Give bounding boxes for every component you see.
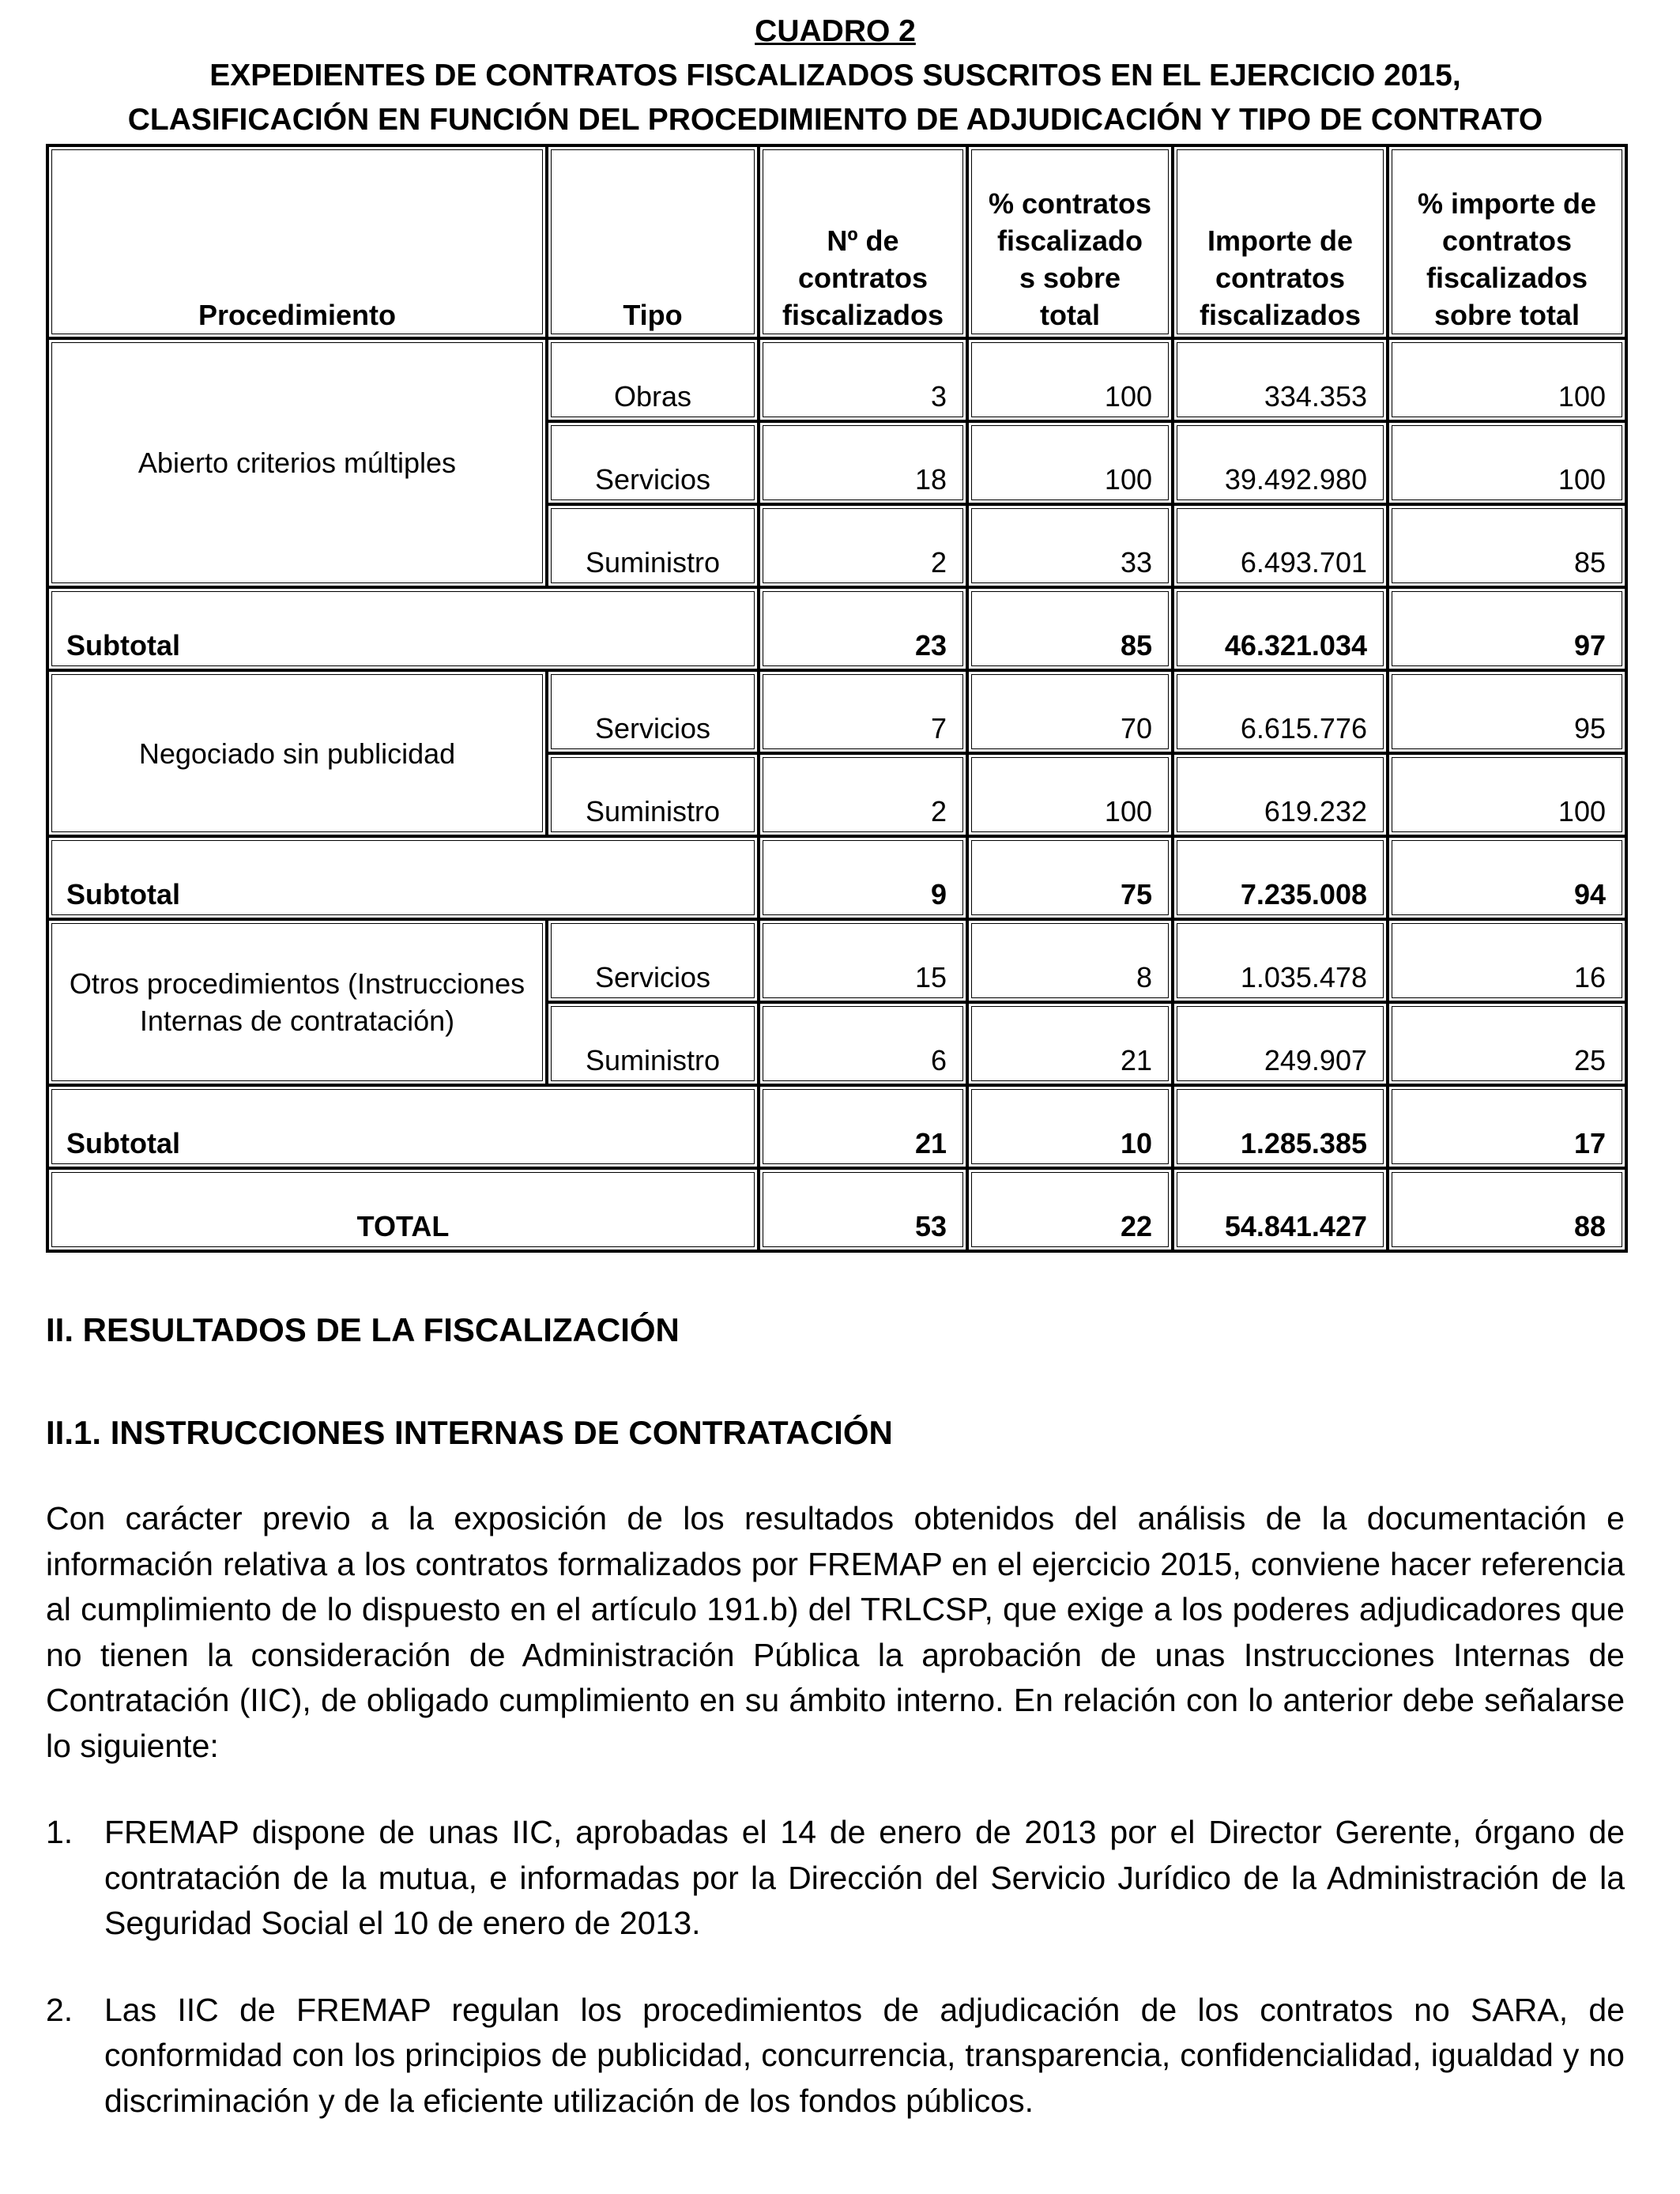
importe-cell: 1.035.478 <box>1173 919 1388 1002</box>
section-heading: II. RESULTADOS DE LA FISCALIZACIÓN <box>46 1311 680 1348</box>
subtotal-num: 21 <box>759 1085 967 1168</box>
num-cell: 3 <box>759 338 967 421</box>
subtotal-pct-importe: 17 <box>1388 1085 1626 1168</box>
importe-cell: 6.493.701 <box>1173 504 1388 587</box>
tipo-cell: Servicios <box>547 919 759 1002</box>
document-page <box>46 0 1625 2165</box>
subtotal-num: 23 <box>759 587 967 670</box>
importe-cell: 39.492.980 <box>1173 421 1388 504</box>
pct-cell: 8 <box>967 919 1173 1002</box>
table-row <box>47 338 1626 421</box>
importe-cell: 619.232 <box>1173 753 1388 836</box>
subtotal-row <box>47 836 1626 919</box>
tipo-cell: Suministro <box>547 753 759 836</box>
num-cell: 7 <box>759 670 967 753</box>
pct-cell: 70 <box>967 670 1173 753</box>
table-number: CUADRO 2 <box>755 14 916 48</box>
importe-cell: 249.907 <box>1173 1002 1388 1085</box>
subtotal-importe: 46.321.034 <box>1173 587 1388 670</box>
subsection-heading: II.1. INSTRUCCIONES INTERNAS DE CONTRATACIÓN <box>46 1414 893 1451</box>
header-pct-importe: % importe de contratos fiscalizados sobre total <box>1388 145 1626 338</box>
total-pct-importe: 88 <box>1388 1168 1626 1251</box>
table-title-line2: CLASIFICACIÓN EN FUNCIÓN DEL PROCEDIMIENTO DE ADJUDICACIÓN Y TIPO DE CONTRATO <box>127 103 1543 137</box>
list-item-text: Las IIC de FREMAP regulan los procedimientos de adjudicación de los contratos no SARA, de conformidad con los principios de publicidad, concurrencia, transparencia, confidencialidad, igualdad y no discriminación y de la eficiente utilización de los fondos públicos. <box>104 1991 1625 2119</box>
num-cell: 15 <box>759 919 967 1002</box>
procedimiento-cell: Negociado sin publicidad <box>47 670 547 836</box>
total-pct: 22 <box>967 1168 1173 1251</box>
subtotal-pct: 75 <box>967 836 1173 919</box>
pct-importe-cell: 95 <box>1388 670 1626 753</box>
tipo-cell: Obras <box>547 338 759 421</box>
subtotal-pct: 85 <box>967 587 1173 670</box>
subtotal-label: Subtotal <box>47 587 759 670</box>
subtotal-num: 9 <box>759 836 967 919</box>
total-row <box>47 1168 1626 1251</box>
subtotal-row <box>47 1085 1626 1168</box>
numbered-list <box>46 1810 1625 2124</box>
header-pct-contratos: % contratos fiscalizado s sobre total <box>967 145 1173 338</box>
header-procedimiento: Procedimiento <box>47 145 547 338</box>
table-row <box>47 919 1626 1002</box>
list-item-number: 1. <box>46 1814 73 1850</box>
pct-cell: 21 <box>967 1002 1173 1085</box>
table-header-row <box>47 145 1626 338</box>
num-cell: 6 <box>759 1002 967 1085</box>
importe-cell: 334.353 <box>1173 338 1388 421</box>
tipo-cell: Suministro <box>547 504 759 587</box>
subtotal-importe: 1.285.385 <box>1173 1085 1388 1168</box>
total-label: TOTAL <box>47 1168 759 1251</box>
header-tipo: Tipo <box>547 145 759 338</box>
tipo-cell: Suministro <box>547 1002 759 1085</box>
subtotal-row <box>47 587 1626 670</box>
subtotal-pct: 10 <box>967 1085 1173 1168</box>
subtotal-label: Subtotal <box>47 1085 759 1168</box>
tipo-cell: Servicios <box>547 421 759 504</box>
num-cell: 2 <box>759 504 967 587</box>
body-paragraph: Con carácter previo a la exposición de los resultados obtenidos del análisis de la documentación e información relativa a los contratos formalizados por FREMAP en el ejercicio 2015, conviene hacer referencia al cumplimiento de lo dispuesto en el artículo 191.b) del TRLCSP, que exige a los poderes adjudicadores que no tienen la consideración de Administración Pública la aprobación de unas Instrucciones Internas de Contratación (IIC), de obligado cumplimiento en su ámbito interno. En relación con lo anterior debe señalarse lo siguiente: <box>46 1500 1625 1764</box>
pct-importe-cell: 100 <box>1388 421 1626 504</box>
num-cell: 2 <box>759 753 967 836</box>
pct-importe-cell: 100 <box>1388 338 1626 421</box>
pct-cell: 100 <box>967 753 1173 836</box>
list-item-text: FREMAP dispone de unas IIC, aprobadas el 14 de enero de 2013 por el Director Gerente, órgano de contratación de la mutua, e informadas por la Dirección del Servicio Jurídico de la Administración de la Seguridad Social el 10 de enero de 2013. <box>104 1814 1625 1941</box>
procedimiento-cell: Abierto criterios múltiples <box>47 338 547 587</box>
header-importe: Importe de contratos fiscalizados <box>1173 145 1388 338</box>
procedimiento-cell: Otros procedimientos (Instrucciones Internas de contratación) <box>47 919 547 1085</box>
total-importe: 54.841.427 <box>1173 1168 1388 1251</box>
pct-cell: 100 <box>967 421 1173 504</box>
pct-cell: 100 <box>967 338 1173 421</box>
subtotal-importe: 7.235.008 <box>1173 836 1388 919</box>
tipo-cell: Servicios <box>547 670 759 753</box>
header-num-contratos: Nº de contratos fiscalizados <box>759 145 967 338</box>
table-row <box>47 670 1626 753</box>
num-cell: 18 <box>759 421 967 504</box>
importe-cell: 6.615.776 <box>1173 670 1388 753</box>
list-item <box>46 1810 1625 1947</box>
table-title-line1: EXPEDIENTES DE CONTRATOS FISCALIZADOS SUSCRITOS EN EL EJERCICIO 2015, <box>209 58 1461 92</box>
pct-importe-cell: 16 <box>1388 919 1626 1002</box>
pct-cell: 33 <box>967 504 1173 587</box>
contracts-table <box>46 144 1628 1253</box>
list-item <box>46 1988 1625 2124</box>
subtotal-pct-importe: 94 <box>1388 836 1626 919</box>
pct-importe-cell: 85 <box>1388 504 1626 587</box>
total-num: 53 <box>759 1168 967 1251</box>
pct-importe-cell: 25 <box>1388 1002 1626 1085</box>
list-item-number: 2. <box>46 1991 73 2028</box>
subtotal-pct-importe: 97 <box>1388 587 1626 670</box>
pct-importe-cell: 100 <box>1388 753 1626 836</box>
subtotal-label: Subtotal <box>47 836 759 919</box>
